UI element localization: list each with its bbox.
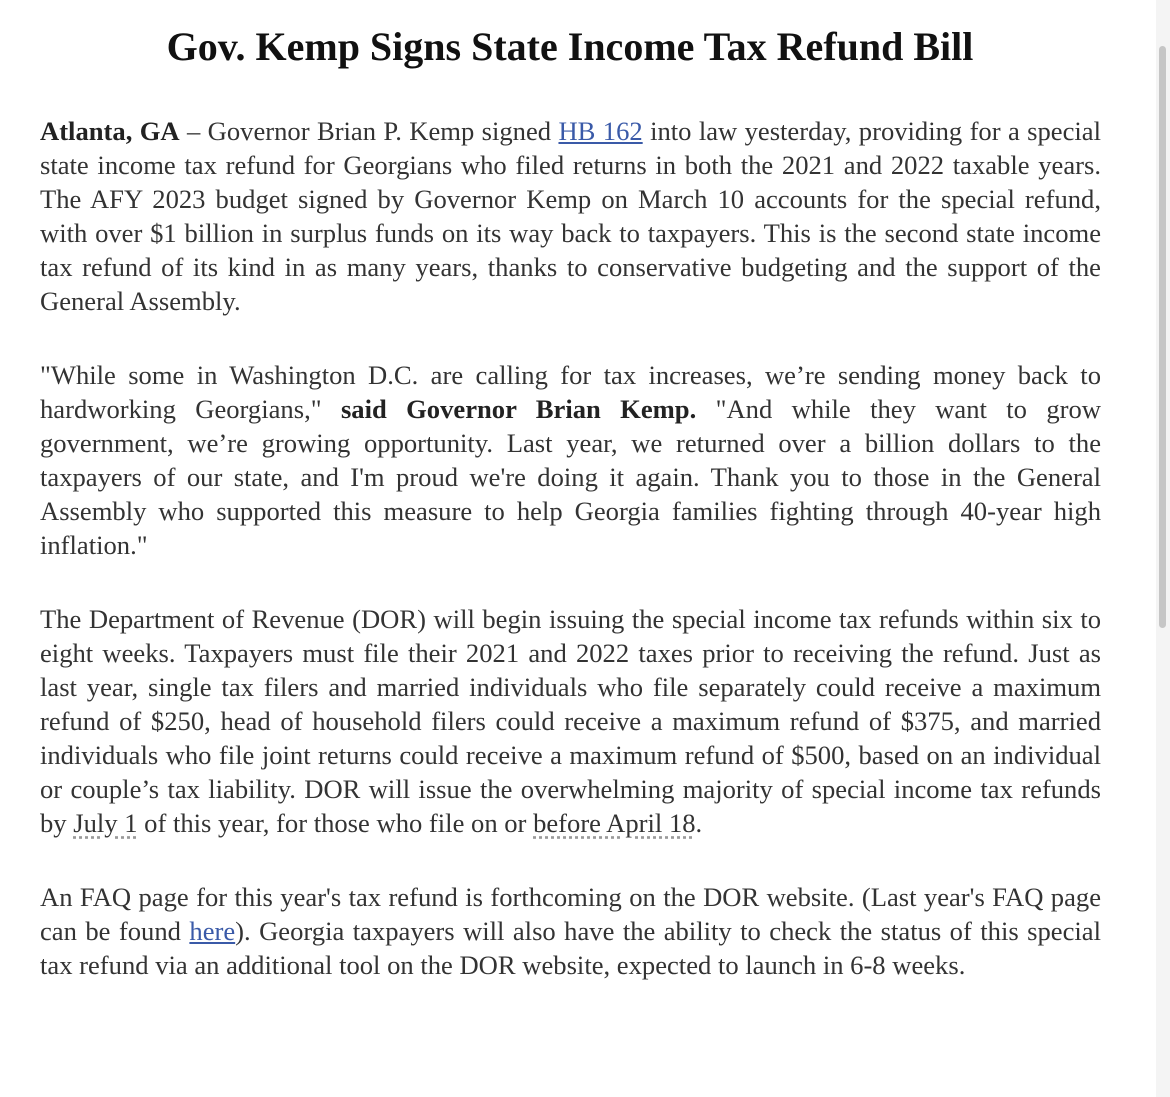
intro-text-rest: into law yesterday, providing for a special state income tax refund for Georgians who filed returns in both the 2021 and 2022 taxable years. The AFY 2023 budget signed by Governor Kemp on March 10 accounts for the special refund, with over $1 billion in surplus funds on its way back to taxpayers. This is the second state income tax refund of its kind in as many years, thanks to conservative budgeting and the support of the General Assembly.: [40, 116, 1101, 316]
faq-here-link[interactable]: here: [189, 916, 236, 946]
intro-text-start: – Governor Brian P. Kemp signed: [179, 116, 559, 146]
faq-text-2: ). Georgia taxpayers will also have the ability to check the status of this special tax refund via an additional tool on the DOR website, expected to launch in 6-8 weeks.: [40, 916, 1101, 980]
hb-162-link[interactable]: HB 162: [558, 116, 643, 146]
quote-start: "While some in Washington D.C. are calling for tax increases, we’re sending money back to hardworking Georgians,": [40, 360, 1101, 424]
date-july-1[interactable]: July 1: [73, 808, 138, 838]
quote-end: "And while they want to grow government, we’re growing opportunity. Last year, we returned over a billion dollars to the taxpayers of our state, and I'm proud we're doing it again. Thank you to those in the General Assembly who supported this measure to help Georgia families fighting through 40-year high inflation.": [40, 394, 1101, 560]
paragraph-quote: [40, 358, 1101, 562]
paragraph-faq: [40, 880, 1101, 982]
details-text-3: .: [695, 808, 703, 838]
quote-attribution: said Governor Brian Kemp.: [340, 394, 697, 424]
scrollbar[interactable]: [1156, 0, 1170, 1097]
article-body: [40, 114, 1101, 1022]
dateline: Atlanta, GA: [40, 116, 180, 146]
details-text-2: of this year, for those who file on or: [137, 808, 534, 838]
date-april-18[interactable]: before April 18: [533, 808, 696, 838]
scrollbar-thumb[interactable]: [1159, 46, 1166, 628]
details-text-1: The Department of Revenue (DOR) will begin issuing the special income tax refunds within six to eight weeks. Taxpayers must file their 2021 and 2022 taxes prior to receiving the refund. Just as last year, single tax filers and married individuals who file separately could receive a maximum refund of $250, head of household filers could receive a maximum refund of $375, and married individuals who file joint returns could receive a maximum refund of $500, based on an individual or couple’s tax liability. DOR will issue the overwhelming majority of special income tax refunds by: [40, 604, 1101, 838]
paragraph-intro: [40, 114, 1101, 318]
paragraph-refund-details: [40, 602, 1101, 840]
page-title: Gov. Kemp Signs State Income Tax Refund Bill: [166, 24, 974, 69]
faq-text-1: An FAQ page for this year's tax refund is forthcoming on the DOR website. (Last year's FAQ page can be found: [40, 882, 1101, 946]
